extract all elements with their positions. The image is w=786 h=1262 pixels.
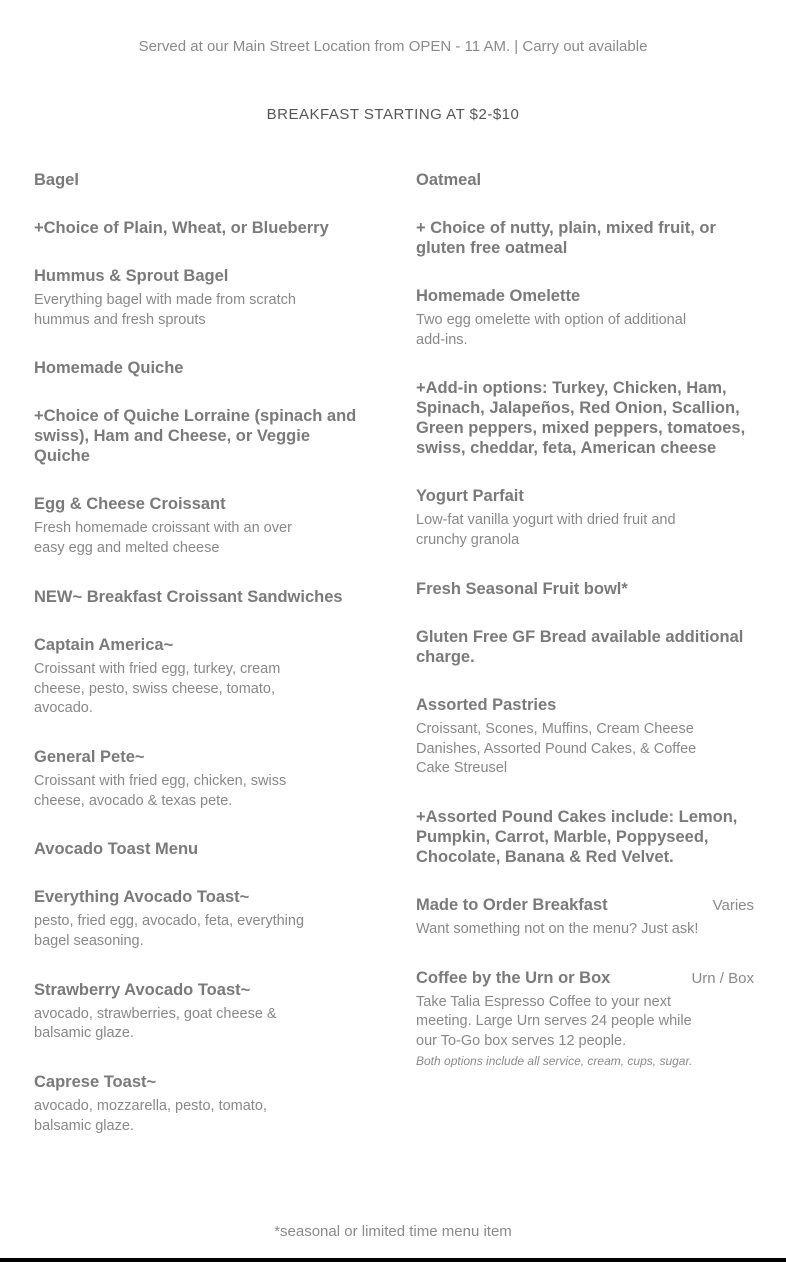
menu-item-description: Two egg omelette with option of additional add-ins. [416,312,687,348]
menu-item-header [416,695,754,715]
menu-item-title: Strawberry Avocado Toast~ [34,980,251,999]
menu-item [34,635,369,719]
menu-item [416,378,754,458]
menu-item-title: + Choice of nutty, plain, mixed fruit, or gluten free oatmeal [416,219,716,257]
menu-item [416,486,754,550]
menu-item-description: pesto, fried egg, avocado, feta, everything bagel seasoning. [34,913,305,950]
menu-item [34,1072,369,1136]
menu-item-price: Varies [712,896,754,914]
menu-item-title: Captain America~ [34,635,174,654]
menu-item-title: Hummus & Sprout Bagel [34,267,229,285]
menu-item-header [34,980,369,1000]
bottom-border [0,1258,786,1262]
menu-item-header [416,170,754,190]
menu-item-header [416,968,754,988]
menu-item-header [34,747,369,767]
menu-item-description: Low-fat vanilla yogurt with dried fruit and crunchy granola [416,512,676,549]
menu-item [34,266,369,330]
menu-item-header [34,587,369,607]
menu-item [416,895,754,940]
menu-item [416,968,754,1068]
menu-item [34,887,369,951]
menu-item [34,358,369,378]
menu-item-title: Caprese Toast~ [34,1073,157,1092]
menu-item-title: Coffee by the Urn or Box [416,968,611,987]
menu-column-left [34,170,369,1165]
menu-item-header [416,486,754,506]
menu-item-title: Made to Order Breakfast [416,895,608,914]
menu-item-header [416,579,754,599]
menu-item-header [416,895,754,915]
menu-item-price: Urn / Box [691,969,754,987]
menu-item-title: Egg & Cheese Croissant [34,495,226,514]
footnote: *seasonal or limited time menu item [274,1223,512,1240]
menu-item-description: Want something not on the menu? Just ask! [416,920,699,937]
menu-item-header [416,807,754,867]
menu-item-header [34,358,369,378]
menu-item [34,494,369,558]
menu-item-header [34,635,369,655]
menu-item [34,170,369,190]
menu-item [416,807,754,867]
menu-column-right [416,170,754,1096]
menu-item [34,587,369,607]
menu-item-description: avocado, strawberries, goat cheese & balsamic glaze. [34,1005,277,1042]
menu-item-title: Fresh Seasonal Fruit bowl* [416,579,628,598]
menu-item-description: Croissant with fried egg, turkey, cream cheese, pesto, swiss cheese, tomato, avocado. [34,660,281,717]
menu-item [416,695,754,779]
menu-item-title: Oatmeal [416,171,482,189]
menu-item-title: +Choice of Plain, Wheat, or Blueberry [34,219,329,237]
menu-item-title: Gluten Free GF Bread available additional charge. [416,627,744,666]
menu-item-header [34,887,369,907]
menu-item-header [416,378,754,458]
menu-item-description: Everything bagel with made from scratch hummus and fresh sprouts [34,292,296,328]
menu-item-title: NEW~ Breakfast Croissant Sandwiches [34,587,343,606]
menu-item-header [34,839,369,859]
menu-item-description: Take Talia Espresso Coffee to your next meeting. Large Urn serves 24 people while our To-Go box serves 12 people. [416,993,692,1050]
menu-item [416,170,754,190]
menu-item [34,839,369,859]
menu-item-title: Bagel [34,171,79,189]
menu-item-header [416,286,754,306]
menu-item-title: Assorted Pastries [416,695,557,714]
menu-item-title: Homemade Omelette [416,287,581,305]
menu-item [34,218,369,238]
menu-item-title: Yogurt Parfait [416,487,524,506]
menu-item-header [416,218,754,258]
menu-item [416,218,754,258]
menu-item-title: Homemade Quiche [34,359,184,378]
menu-item-header [34,1072,369,1092]
menu-item-description: Fresh homemade croissant with an over easy egg and melted cheese [34,520,292,557]
menu-item-title: Everything Avocado Toast~ [34,888,250,907]
menu-item-title: +Choice of Quiche Lorraine (spinach and swiss), Ham and Cheese, or Veggie Quiche [34,407,357,466]
service-info: Served at our Main Street Location from OPEN - 11 AM. | Carry out available [138,38,648,55]
menu-item-title: +Add-in options: Turkey, Chicken, Ham, Spinach, Jalapeños, Red Onion, Scallion, Green peppers, mixed peppers, tomatoes, swiss, cheddar, feta, American cheese [416,379,746,458]
menu-item-header [34,170,369,190]
menu-item-header [34,218,369,238]
menu-item [416,627,754,667]
menu-item-description: Croissant, Scones, Muffins, Cream Cheese Danishes, Assorted Pound Cakes, & Coffee Cake Streusel [416,720,697,777]
menu-item-description: avocado, mozzarella, pesto, tomato, balsamic glaze. [34,1098,267,1134]
menu-item-title: +Assorted Pound Cakes include: Lemon, Pumpkin, Carrot, Marble, Poppyseed, Chocolate, Banana & Red Velvet. [416,807,738,866]
menu-item [34,980,369,1044]
menu-item [416,286,754,350]
menu-item-note: Both options include all service, cream, cups, sugar. [416,1053,693,1068]
breakfast-price-range: BREAKFAST STARTING AT $2-$10 [266,106,520,123]
menu-item-header [34,266,369,286]
menu-item [34,747,369,811]
menu-item [416,579,754,599]
menu-item-title: Avocado Toast Menu [34,840,199,859]
menu-item-header [416,627,754,667]
menu-item-header [34,406,369,466]
menu-item [34,406,369,466]
menu-item-header [34,494,369,514]
menu-item-description: Croissant with fried egg, chicken, swiss cheese, avocado & texas pete. [34,772,287,809]
menu-item-title: General Pete~ [34,747,145,766]
